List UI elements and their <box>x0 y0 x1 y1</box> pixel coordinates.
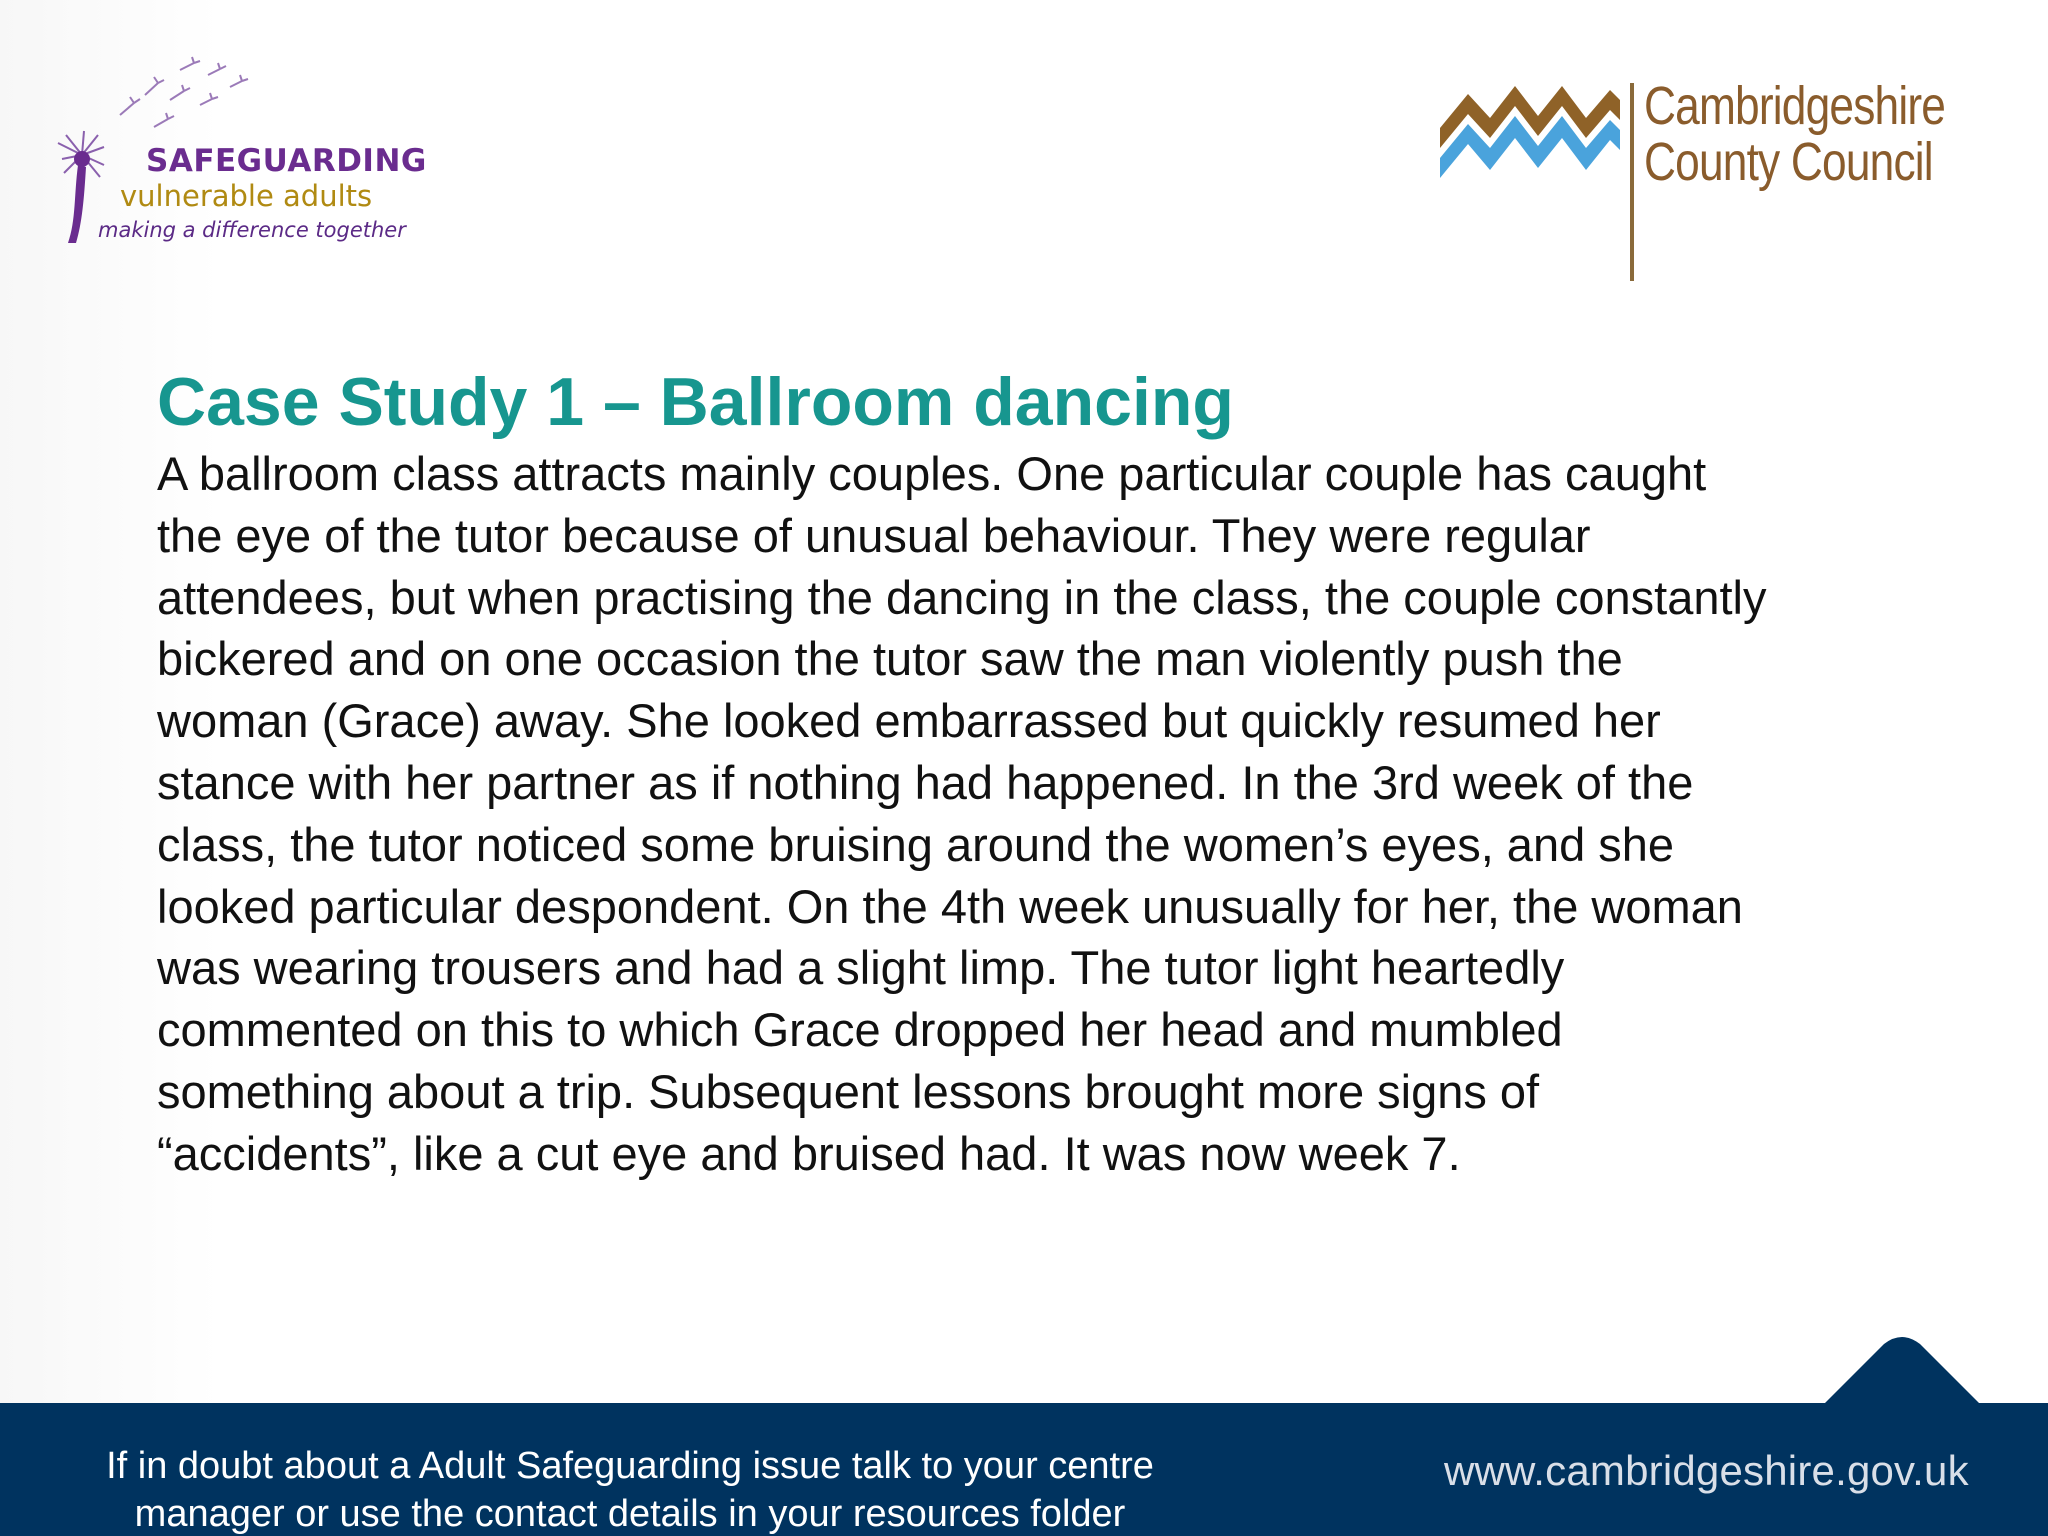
body-line: the eye of the tutor because of unusual behaviour. They were regular <box>157 508 1591 562</box>
body-line: was wearing trousers and had a slight limp. The tutor light heartedly <box>157 941 1565 995</box>
footer-note-line: If in doubt about a Adult Safeguarding issue talk to your centre <box>106 1445 1154 1487</box>
footer-website-link[interactable]: www.cambridgeshire.gov.uk <box>1444 1447 1969 1494</box>
body-line: class, the tutor noticed some bruising around the women’s eyes, and she <box>157 817 1675 871</box>
body-line: woman (Grace) away. She looked embarrassed but quickly resumed her <box>157 694 1661 748</box>
footer-note-line: manager or use the contact details in your resources folder <box>134 1493 1126 1535</box>
body-line: looked particular despondent. On the 4th week unusually for her, the woman <box>157 879 1743 933</box>
body-line: bickered and on one occasion the tutor saw the man violently push the <box>157 632 1623 686</box>
safeguarding-title: SAFEGUARDING <box>146 143 427 179</box>
case-study-text <box>157 443 1917 1185</box>
body-line: A ballroom class attracts mainly couples. One particular couple has caught <box>157 447 1707 500</box>
body-line: attendees, but when practising the dancing in the class, the couple constantly <box>157 570 1767 624</box>
body-line: commented on this to which Grace dropped her head and mumbled <box>157 1003 1563 1057</box>
council-name-line2: County Council <box>1644 132 1933 192</box>
footer-safeguarding-note <box>100 1442 1160 1536</box>
safeguarding-tagline: making a difference together <box>98 218 406 242</box>
body-line: “accidents”, like a cut eye and bruised had. It was now week 7. <box>157 1126 1461 1180</box>
council-name <box>1644 78 1945 190</box>
body-line: stance with her partner as if nothing had happened. In the 3rd week of the <box>157 755 1694 809</box>
council-divider <box>1630 83 1634 281</box>
footer-peak-shape <box>1822 1336 1982 1406</box>
council-logo <box>1440 78 2000 283</box>
council-waves-icon <box>1440 78 1630 188</box>
council-name-line1: Cambridgeshire <box>1644 76 1946 136</box>
safeguarding-subtitle: vulnerable adults <box>120 179 373 213</box>
body-line: something about a trip. Subsequent lessons brought more signs of <box>157 1064 1540 1118</box>
safeguarding-logo <box>50 55 430 255</box>
slide-heading: Case Study 1 – Ballroom dancing <box>157 364 1234 440</box>
